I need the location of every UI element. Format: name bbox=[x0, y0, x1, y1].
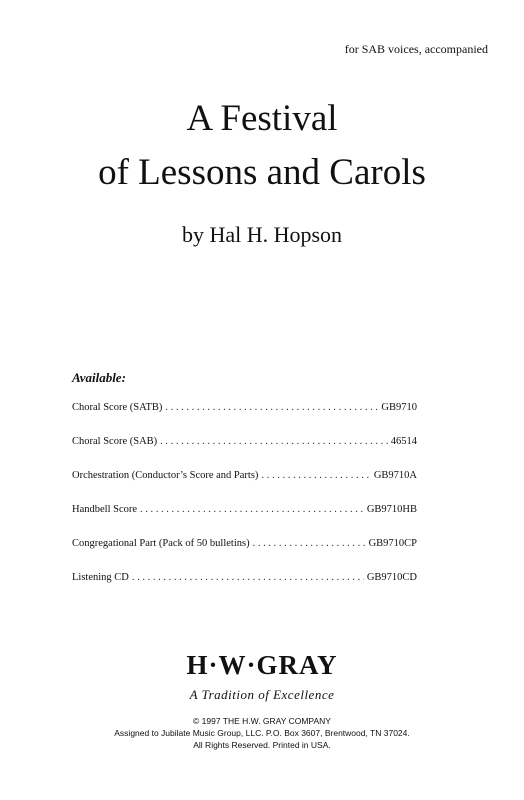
copyright-line: Assigned to Jubilate Music Group, LLC. P.O. Box 3607, Brentwood, TN 37024. bbox=[114, 728, 410, 738]
composer-byline: by Hal H. Hopson bbox=[181, 222, 343, 247]
item-name: Orchestration (Conductor’s Score and Parts) bbox=[72, 470, 259, 481]
list-item bbox=[72, 572, 417, 606]
leader-dots bbox=[165, 402, 378, 413]
list-item bbox=[72, 504, 417, 538]
item-name: Choral Score (SATB) bbox=[72, 402, 163, 413]
title-line-2: of Lessons and Carols bbox=[98, 152, 426, 193]
item-code: GB9710A bbox=[373, 470, 417, 481]
copyright-block bbox=[0, 715, 524, 751]
list-item bbox=[72, 538, 417, 572]
list-item bbox=[72, 436, 417, 470]
item-code: GB9710CD bbox=[366, 572, 417, 583]
list-item bbox=[72, 402, 417, 436]
publisher-tagline: A Tradition of Excellence bbox=[189, 687, 335, 702]
copyright-line: © 1997 THE H.W. GRAY COMPANY bbox=[193, 716, 331, 726]
item-name: Choral Score (SAB) bbox=[72, 436, 158, 447]
leader-dots bbox=[132, 572, 364, 583]
item-code: GB9710HB bbox=[366, 504, 417, 515]
available-list bbox=[72, 402, 417, 606]
item-name: Handbell Score bbox=[72, 504, 138, 515]
list-item bbox=[72, 470, 417, 504]
item-code: 46514 bbox=[390, 436, 417, 447]
leader-dots bbox=[261, 470, 370, 481]
title-line-1: A Festival bbox=[186, 98, 338, 139]
voicing-note: for SAB voices, accompanied bbox=[344, 42, 488, 56]
item-name: Listening CD bbox=[72, 572, 129, 583]
item-code: GB9710 bbox=[381, 402, 417, 413]
leader-dots bbox=[160, 436, 388, 447]
item-name: Congregational Part (Pack of 50 bulletins) bbox=[72, 538, 250, 549]
publisher-logo: H·W·GRAY bbox=[186, 650, 338, 680]
copyright-line: All Rights Reserved. Printed in USA. bbox=[193, 740, 331, 750]
leader-dots bbox=[140, 504, 364, 515]
available-heading: Available: bbox=[72, 370, 126, 385]
item-code: GB9710CP bbox=[368, 538, 417, 549]
leader-dots bbox=[253, 538, 366, 549]
